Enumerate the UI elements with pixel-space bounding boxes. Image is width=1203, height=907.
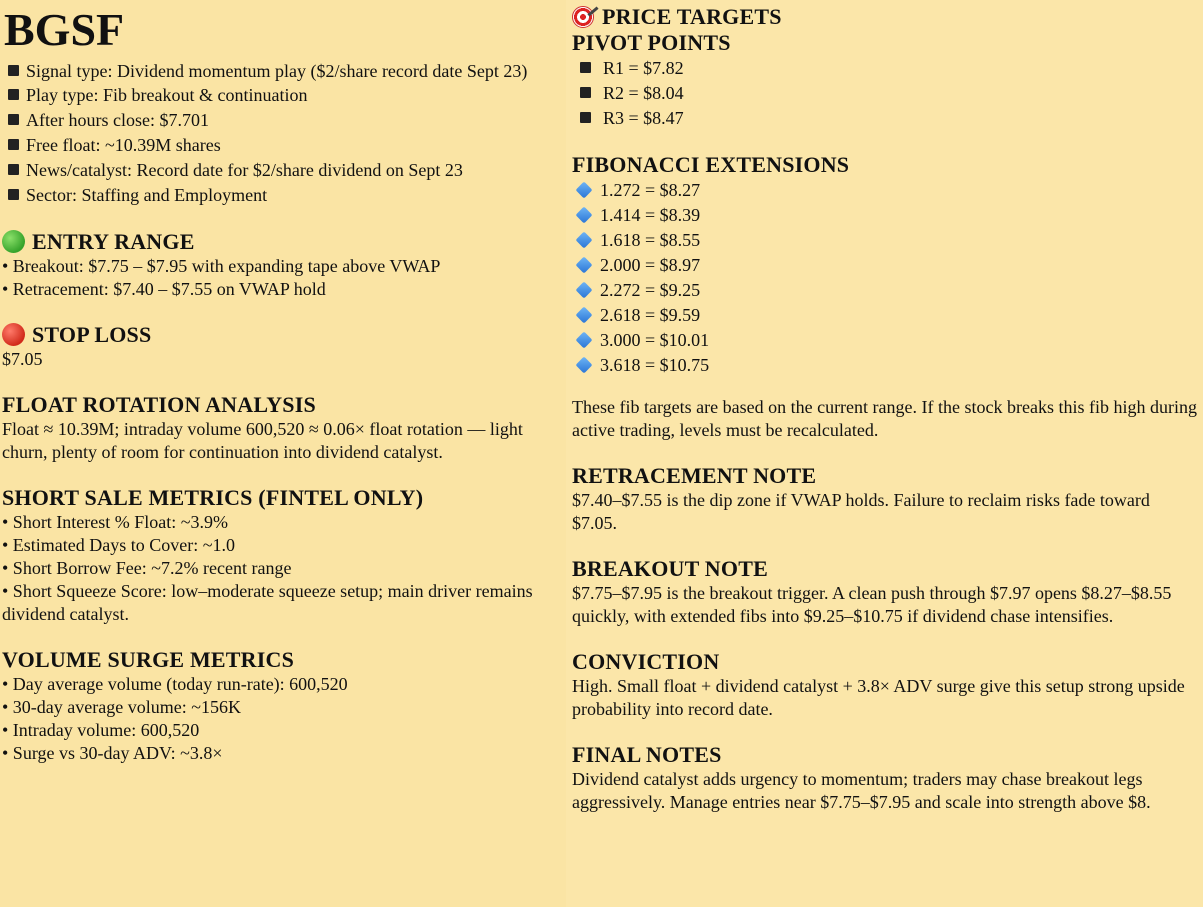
volume-item: • 30-day average volume: ~156K: [2, 697, 241, 717]
blue-diamond-icon: [576, 232, 593, 249]
float-rotation-text: Float ≈ 10.39M; intraday volume 600,520 ≈ 0.06× float rotation — light churn, plenty of room for continuation into dividend catalyst.: [2, 419, 523, 462]
list-item: After hours close: $7.701: [2, 108, 566, 133]
black-square-icon: [8, 189, 19, 200]
black-square-icon: [8, 139, 19, 150]
green-circle-icon: [2, 230, 25, 253]
stop-loss-heading: STOP LOSS: [2, 322, 566, 348]
entry-range-heading: ENTRY RANGE: [2, 229, 566, 255]
short-sale-heading: SHORT SALE METRICS (FINTEL ONLY): [2, 485, 424, 510]
breakout-note-heading: BREAKOUT NOTE: [572, 556, 768, 581]
float-rotation-heading: FLOAT ROTATION ANALYSIS: [2, 392, 316, 417]
stop-loss-value: $7.05: [2, 349, 43, 369]
list-item: 1.618 = $8.55: [572, 228, 1199, 253]
red-circle-icon: [2, 323, 25, 346]
list-item: News/catalyst: Record date for $2/share dividend on Sept 23: [2, 158, 566, 183]
list-item: 2.272 = $9.25: [572, 278, 1199, 303]
short-item: • Short Interest % Float: ~3.9%: [2, 512, 229, 532]
blue-diamond-icon: [576, 257, 593, 274]
blue-diamond-icon: [576, 282, 593, 299]
entry-item: • Retracement: $7.40 – $7.55 on VWAP hold: [2, 279, 326, 299]
black-square-icon: [580, 112, 591, 123]
black-square-icon: [8, 114, 19, 125]
volume-surge-heading: VOLUME SURGE METRICS: [2, 647, 295, 672]
right-column: [566, 0, 1203, 907]
fibonacci-heading: FIBONACCI EXTENSIONS: [572, 152, 850, 177]
ticker-title: BGSF: [4, 4, 125, 55]
black-square-icon: [8, 89, 19, 100]
blue-diamond-icon: [576, 332, 593, 349]
conviction-heading: CONVICTION: [572, 649, 720, 674]
black-square-icon: [580, 62, 591, 73]
list-item: Free float: ~10.39M shares: [2, 133, 566, 158]
list-item: R1 = $7.82: [572, 56, 1199, 81]
list-item: Signal type: Dividend momentum play ($2/share record date Sept 23): [2, 60, 566, 83]
blue-diamond-icon: [576, 182, 593, 199]
list-item: Play type: Fib breakout & continuation: [2, 83, 566, 108]
pivot-list: [572, 56, 1199, 131]
breakout-note-text: $7.75–$7.95 is the breakout trigger. A clean push through $7.97 opens $8.27–$8.55 quickly, with extended fibs into $9.25–$10.75 if dividend chase intensifies.: [572, 583, 1172, 626]
black-square-icon: [8, 65, 19, 76]
black-square-icon: [580, 87, 591, 98]
list-item: 1.414 = $8.39: [572, 203, 1199, 228]
entry-item: • Breakout: $7.75 – $7.95 with expanding tape above VWAP: [2, 256, 441, 276]
short-item: • Short Squeeze Score: low–moderate squeeze setup; main driver remains dividend catalyst.: [2, 581, 533, 624]
retracement-note-text: $7.40–$7.55 is the dip zone if VWAP holds. Failure to reclaim risks fade toward $7.05.: [572, 490, 1150, 533]
conviction-text: High. Small float + dividend catalyst + 3.8× ADV surge give this setup strong upside probability into record date.: [572, 676, 1185, 719]
signal-list: [2, 60, 566, 208]
final-notes-text: Dividend catalyst adds urgency to momentum; traders may chase breakout legs aggressively. Manage entries near $7.75–$7.95 and scale into strength above $8.: [572, 769, 1151, 812]
blue-diamond-icon: [576, 207, 593, 224]
retracement-note-heading: RETRACEMENT NOTE: [572, 463, 817, 488]
blue-diamond-icon: [576, 357, 593, 374]
volume-item: • Day average volume (today run-rate): 600,520: [2, 674, 348, 694]
list-item: R3 = $8.47: [572, 106, 1199, 131]
list-item: 3.000 = $10.01: [572, 328, 1199, 353]
short-item: • Estimated Days to Cover: ~1.0: [2, 535, 236, 555]
list-item: 2.000 = $8.97: [572, 253, 1199, 278]
list-item: 2.618 = $9.59: [572, 303, 1199, 328]
black-square-icon: [8, 164, 19, 175]
volume-item: • Surge vs 30-day ADV: ~3.8×: [2, 743, 223, 763]
blue-diamond-icon: [576, 307, 593, 324]
final-notes-heading: FINAL NOTES: [572, 742, 722, 767]
left-column: [0, 0, 566, 907]
list-item: R2 = $8.04: [572, 81, 1199, 106]
price-targets-heading: PRICE TARGETS: [572, 4, 1199, 30]
target-dart-icon: [572, 6, 594, 28]
list-item: 1.272 = $8.27: [572, 178, 1199, 203]
pivot-points-heading: PIVOT POINTS: [572, 30, 731, 55]
fib-note: These fib targets are based on the current range. If the stock breaks this fib high during active trading, levels must be recalculated.: [572, 397, 1197, 440]
fib-list: [572, 178, 1199, 378]
list-item: Sector: Staffing and Employment: [2, 183, 566, 208]
list-item: 3.618 = $10.75: [572, 353, 1199, 378]
volume-item: • Intraday volume: 600,520: [2, 720, 200, 740]
short-item: • Short Borrow Fee: ~7.2% recent range: [2, 558, 292, 578]
